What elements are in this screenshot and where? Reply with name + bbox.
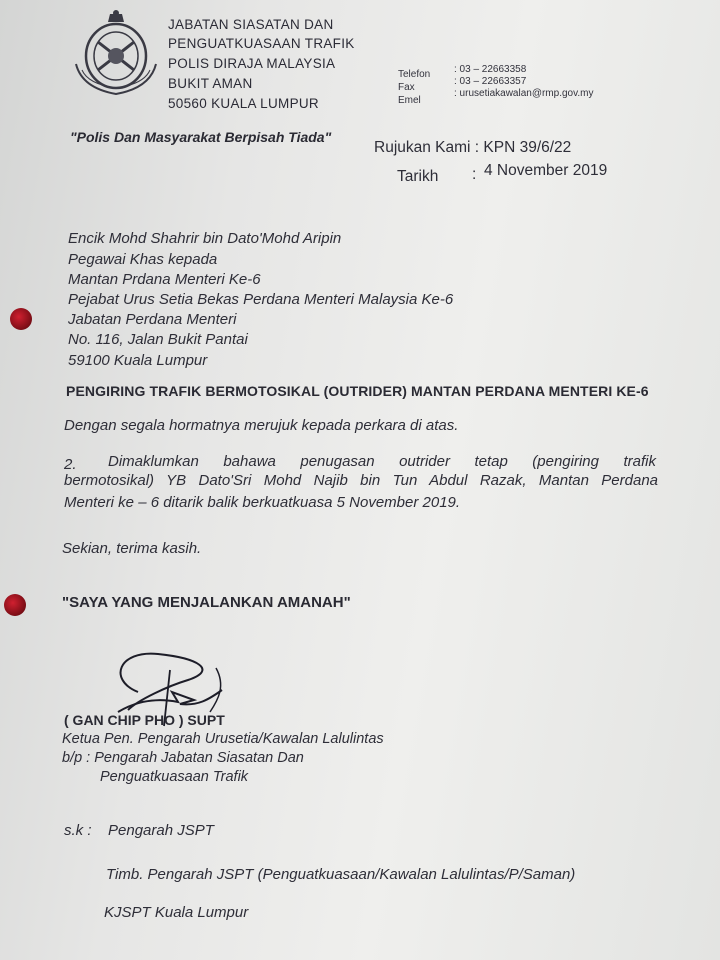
signatory-bp-line-1: b/p : Pengarah Jabatan Siasatan Dan <box>62 750 304 766</box>
contact-value-email: : urusetiakawalan@rmp.gov.my <box>454 88 594 99</box>
cc-label: s.k : <box>64 822 92 839</box>
recipient-line-3: Mantan Prdana Menteri Ke-6 <box>68 271 261 288</box>
recipient-line-7: 59100 Kuala Lumpur <box>68 352 208 369</box>
cc-item-2: Timb. Pengarah JSPT (Penguatkuasaan/Kawalan Lalulintas/P/Saman) <box>106 866 576 883</box>
closing-text: Sekian, terima kasih. <box>62 540 202 557</box>
motto: "Polis Dan Masyarakat Berpisah Tiada" <box>70 129 332 145</box>
paragraph-2-number: 2. <box>64 456 77 473</box>
recipient-line-6: No. 116, Jalan Bukit Pantai <box>68 331 248 348</box>
recipient-line-1: Encik Mohd Shahrir bin Dato'Mohd Aripin <box>68 230 342 247</box>
reference-number: Rujukan Kami : KPN 39/6/22 <box>374 139 572 156</box>
paragraph-1: Dengan segala hormatnya merujuk kepada perkara di atas. <box>64 417 459 434</box>
date-colon: : <box>472 166 477 183</box>
letterhead-line-3: POLIS DIRAJA MALAYSIA <box>168 56 336 71</box>
contact-label-fax: Fax <box>398 82 415 93</box>
police-crest-emblem <box>68 8 164 100</box>
cc-item-3: KJSPT Kuala Lumpur <box>104 904 249 921</box>
letterhead-line-1: JABATAN SIASATAN DAN <box>168 17 334 32</box>
slogan: "SAYA YANG MENJALANKAN AMANAH" <box>62 594 351 611</box>
recipient-line-2: Pegawai Khas kepada <box>68 251 218 268</box>
cc-item-1: Pengarah JSPT <box>108 822 214 839</box>
letterhead-line-4: BUKIT AMAN <box>168 76 253 91</box>
signatory-bp-line-2: Penguatkuasaan Trafik <box>100 769 249 785</box>
recipient-line-4: Pejabat Urus Setia Bekas Perdana Menteri Malaysia Ke-6 <box>68 291 454 308</box>
contact-label-telefon: Telefon <box>398 69 431 80</box>
paragraph-2-line-2: bermotosikal) YB Dato'Sri Mohd Najib bin Tun Abdul Razak, Mantan Perdana <box>64 472 658 489</box>
letterhead-line-2: PENGUATKUASAAN TRAFIK <box>168 36 355 51</box>
letterhead-line-5: 50560 KUALA LUMPUR <box>168 96 319 111</box>
date-value: 4 November 2019 <box>484 162 608 179</box>
contact-value-telefon: : 03 – 22663358 <box>454 64 527 75</box>
date-label: Tarikh <box>397 168 439 185</box>
paragraph-2-line-1: Dimaklumkan bahawa penugasan outrider tetap (pengiring trafik <box>108 453 656 470</box>
contact-value-fax: : 03 – 22663357 <box>454 76 527 87</box>
signatory-title: Ketua Pen. Pengarah Urusetia/Kawalan Lalulintas <box>62 731 384 747</box>
subject-heading: PENGIRING TRAFIK BERMOTOSIKAL (OUTRIDER) MANTAN PERDANA MENTERI KE-6 <box>66 383 649 399</box>
signatory-name: ( GAN CHIP PHO ) SUPT <box>64 712 225 728</box>
punch-hole-bottom <box>4 594 26 616</box>
recipient-line-5: Jabatan Perdana Menteri <box>68 311 237 328</box>
contact-label-emel: Emel <box>398 95 421 106</box>
punch-hole-top <box>10 308 32 330</box>
paragraph-2-line-3: Menteri ke – 6 ditarik balik berkuatkuasa 5 November 2019. <box>64 494 461 511</box>
